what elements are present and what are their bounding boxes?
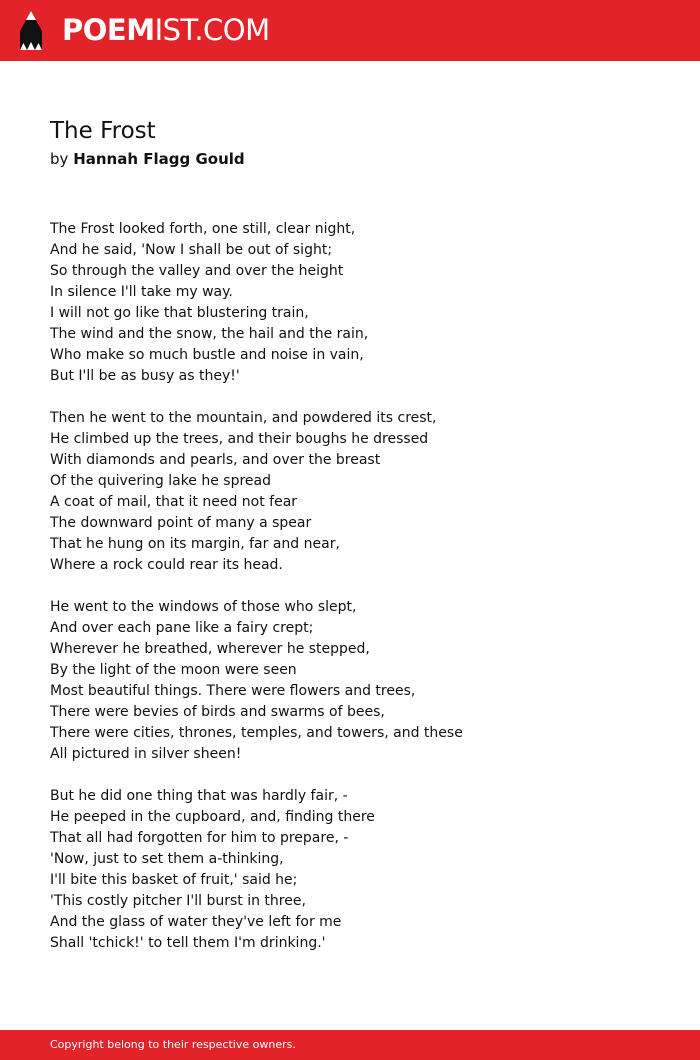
poem-line: Then he went to the mountain, and powdered its crest, <box>50 410 437 426</box>
poem-body <box>50 219 670 975</box>
site-footer <box>0 1030 700 1060</box>
poem-line: That he hung on its margin, far and near, <box>50 536 340 552</box>
poem-line: The wind and the snow, the hail and the rain, <box>50 326 369 342</box>
poem-line: A coat of mail, that it need not fear <box>50 494 298 510</box>
poem-line: But I'll be as busy as they!' <box>50 368 240 384</box>
pencil-icon[interactable] <box>17 10 45 52</box>
poem-line: He peeped in the cupboard, and, finding there <box>50 809 375 825</box>
site-logo[interactable] <box>62 13 270 47</box>
copyright-text: Copyright belong to their respective owners. <box>50 1038 296 1051</box>
site-header <box>0 0 700 61</box>
poem-line: Most beautiful things. There were flowers and trees, <box>50 683 416 699</box>
poem-line: Who make so much bustle and noise in vain, <box>50 347 364 363</box>
poem-line: That all had forgotten for him to prepare, - <box>50 830 349 846</box>
poem-line: All pictured in silver sheen! <box>50 746 242 762</box>
poem-line: There were cities, thrones, temples, and towers, and these <box>50 725 463 741</box>
poem-line: The Frost looked forth, one still, clear night, <box>50 221 356 237</box>
poem-stanza <box>50 219 670 387</box>
poem-byline <box>50 149 245 169</box>
poem-line: Where a rock could rear its head. <box>50 557 283 573</box>
poem-line: In silence I'll take my way. <box>50 284 233 300</box>
poem-stanza <box>50 408 670 576</box>
poem-title: The Frost <box>50 118 156 144</box>
poem-line: The downward point of many a spear <box>50 515 312 531</box>
poem-line: Of the quivering lake he spread <box>50 473 272 489</box>
poem-stanza <box>50 597 670 765</box>
poem-line: With diamonds and pearls, and over the breast <box>50 452 381 468</box>
logo-text-light: IST.COM <box>154 13 270 47</box>
poem-author: Hannah Flagg Gould <box>73 150 245 168</box>
poem-line: And over each pane like a fairy crept; <box>50 620 314 636</box>
poem-line: He climbed up the trees, and their boughs he dressed <box>50 431 429 447</box>
poem-line: And the glass of water they've left for me <box>50 914 342 930</box>
poem-line: By the light of the moon were seen <box>50 662 297 678</box>
poem-line: And he said, 'Now I shall be out of sight; <box>50 242 333 258</box>
poem-line: There were bevies of birds and swarms of bees, <box>50 704 385 720</box>
poem-line: 'Now, just to set them a-thinking, <box>50 851 284 867</box>
logo-text-bold: POEM <box>62 13 155 47</box>
by-label: by <box>50 150 69 168</box>
poem-line: I'll bite this basket of fruit,' said he; <box>50 872 298 888</box>
poem-line: Shall 'tchick!' to tell them I'm drinking.' <box>50 935 326 951</box>
poem-line: But he did one thing that was hardly fair, - <box>50 788 348 804</box>
poem-stanza <box>50 786 670 954</box>
poem-line: He went to the windows of those who slept, <box>50 599 357 615</box>
poem-line: So through the valley and over the height <box>50 263 344 279</box>
poem-line: Wherever he breathed, wherever he stepped, <box>50 641 370 657</box>
poem-line: 'This costly pitcher I'll burst in three, <box>50 893 306 909</box>
poem-line: I will not go like that blustering train, <box>50 305 309 321</box>
